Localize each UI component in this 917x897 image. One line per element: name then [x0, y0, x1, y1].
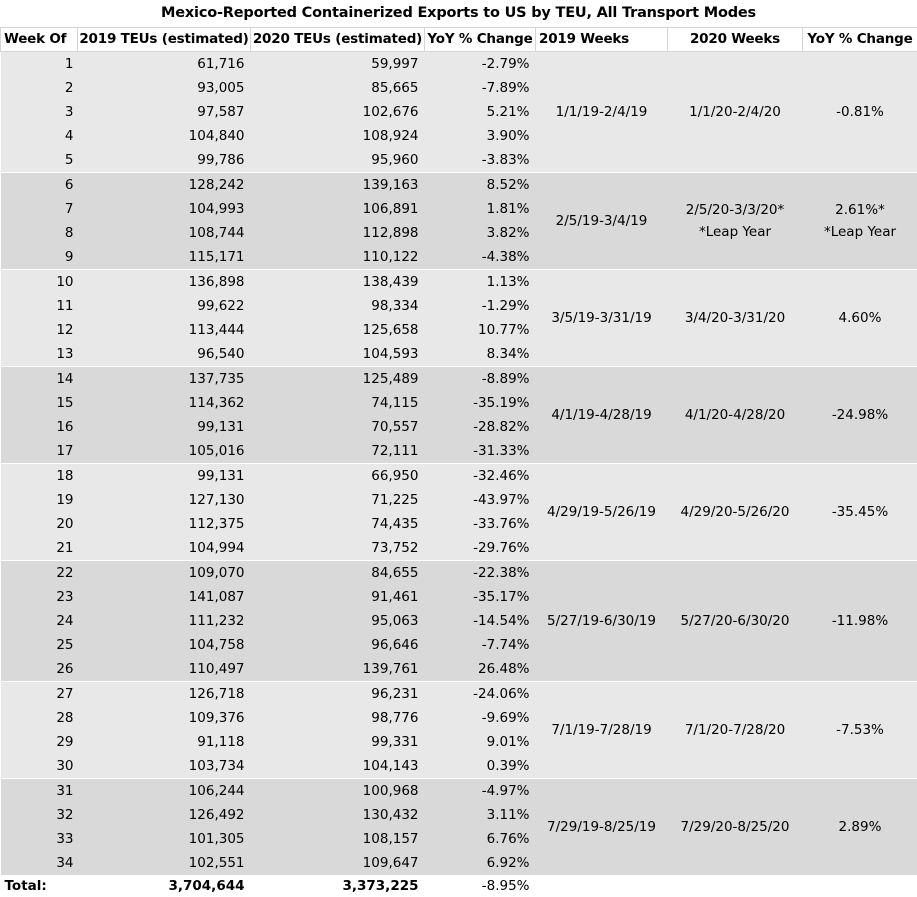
teu-2019-cell: 126,492: [78, 803, 251, 827]
teu-2020-cell: 66,950: [251, 464, 425, 489]
yoy-change-cell: 8.34%: [425, 342, 536, 367]
header-yoy-change: YoY % Change: [425, 28, 536, 52]
period-2020-weeks: [668, 270, 803, 367]
teu-2020-cell: 91,461: [251, 585, 425, 609]
period-yoy-change: [803, 367, 917, 464]
yoy-change-cell: 8.52%: [425, 173, 536, 198]
week-number-cell: 15: [1, 391, 78, 415]
period-2020-weeks: [668, 682, 803, 779]
header-2019-teus: 2019 TEUs (estimated): [78, 28, 251, 52]
teu-2020-cell: 96,231: [251, 682, 425, 707]
teu-2019-cell: 99,131: [78, 415, 251, 439]
teu-2020-cell: 139,163: [251, 173, 425, 198]
teu-2019-cell: 104,993: [78, 197, 251, 221]
teu-2020-cell: 98,334: [251, 294, 425, 318]
teu-2020-cell: 70,557: [251, 415, 425, 439]
leap-year-note: *Leap Year: [803, 221, 917, 243]
table-row: [1, 779, 917, 804]
period-yoy-value: -35.45%: [803, 501, 917, 523]
teu-2019-cell: 99,131: [78, 464, 251, 489]
teu-2019-cell: 114,362: [78, 391, 251, 415]
yoy-change-cell: 26.48%: [425, 657, 536, 682]
yoy-change-cell: -43.97%: [425, 488, 536, 512]
teu-2020-cell: 84,655: [251, 561, 425, 586]
period-2019-weeks: 7/1/19-7/28/19: [536, 682, 668, 779]
yoy-change-cell: -24.06%: [425, 682, 536, 707]
teu-2020-cell: 96,646: [251, 633, 425, 657]
yoy-change-cell: -31.33%: [425, 439, 536, 464]
period-yoy-value: 4.60%: [803, 307, 917, 329]
teu-2020-cell: 104,593: [251, 342, 425, 367]
teu-2020-cell: 71,225: [251, 488, 425, 512]
totals-2020-teus: 3,373,225: [251, 875, 425, 897]
yoy-change-cell: 1.81%: [425, 197, 536, 221]
period-yoy-change: [803, 561, 917, 682]
teu-2019-cell: 104,840: [78, 124, 251, 148]
week-number-cell: 18: [1, 464, 78, 489]
yoy-change-cell: -4.97%: [425, 779, 536, 804]
yoy-change-cell: 6.92%: [425, 851, 536, 875]
teu-2020-cell: 125,489: [251, 367, 425, 392]
leap-year-note: *Leap Year: [668, 221, 803, 243]
week-number-cell: 33: [1, 827, 78, 851]
yoy-change-cell: 9.01%: [425, 730, 536, 754]
week-number-cell: 10: [1, 270, 78, 295]
period-2020-weeks: [668, 464, 803, 561]
week-number-cell: 21: [1, 536, 78, 561]
totals-row: [1, 875, 917, 897]
week-number-cell: 19: [1, 488, 78, 512]
teu-2020-cell: 108,157: [251, 827, 425, 851]
yoy-change-cell: -14.54%: [425, 609, 536, 633]
totals-yoy-change: -8.95%: [425, 875, 536, 897]
header-2020-teus: 2020 TEUs (estimated): [251, 28, 425, 52]
yoy-change-cell: -22.38%: [425, 561, 536, 586]
yoy-change-cell: -29.76%: [425, 536, 536, 561]
period-2019-weeks: 1/1/19-2/4/19: [536, 52, 668, 173]
period-2019-weeks: 4/1/19-4/28/19: [536, 367, 668, 464]
period-yoy-value: -7.53%: [803, 719, 917, 741]
week-number-cell: 3: [1, 100, 78, 124]
teu-2020-cell: 112,898: [251, 221, 425, 245]
week-number-cell: 11: [1, 294, 78, 318]
week-number-cell: 27: [1, 682, 78, 707]
teu-2019-cell: 99,786: [78, 148, 251, 173]
teu-2020-cell: 102,676: [251, 100, 425, 124]
teu-2020-cell: 85,665: [251, 76, 425, 100]
yoy-change-cell: -9.69%: [425, 706, 536, 730]
table-row: [1, 464, 917, 489]
teu-2020-cell: 109,647: [251, 851, 425, 875]
period-2020-weeks: [668, 779, 803, 876]
teu-2019-cell: 141,087: [78, 585, 251, 609]
period-2020-weeks-label: 1/1/20-2/4/20: [668, 101, 803, 123]
week-number-cell: 17: [1, 439, 78, 464]
header-2020-weeks: 2020 Weeks: [668, 28, 803, 52]
teu-2019-cell: 104,994: [78, 536, 251, 561]
teu-2019-cell: 93,005: [78, 76, 251, 100]
teu-2020-cell: 72,111: [251, 439, 425, 464]
period-yoy-value: 2.61%*: [803, 199, 917, 221]
teu-2019-cell: 109,376: [78, 706, 251, 730]
period-2019-weeks: 4/29/19-5/26/19: [536, 464, 668, 561]
totals-2019-teus: 3,704,644: [78, 875, 251, 897]
teu-2020-cell: 139,761: [251, 657, 425, 682]
teu-2019-cell: 109,070: [78, 561, 251, 586]
teu-2020-cell: 104,143: [251, 754, 425, 779]
table-row: [1, 52, 917, 77]
teu-2019-cell: 112,375: [78, 512, 251, 536]
week-number-cell: 22: [1, 561, 78, 586]
week-number-cell: 31: [1, 779, 78, 804]
teu-2020-cell: 73,752: [251, 536, 425, 561]
totals-empty-cell: [803, 875, 917, 897]
teu-2019-cell: 128,242: [78, 173, 251, 198]
teu-2019-cell: 97,587: [78, 100, 251, 124]
table-row: [1, 682, 917, 707]
period-yoy-value: 2.89%: [803, 816, 917, 838]
header-period-yoy-change: YoY % Change: [803, 28, 917, 52]
period-2020-weeks-label: 4/29/20-5/26/20: [668, 501, 803, 523]
teu-2020-cell: 138,439: [251, 270, 425, 295]
week-number-cell: 1: [1, 52, 78, 77]
period-yoy-change: [803, 173, 917, 270]
yoy-change-cell: -4.38%: [425, 245, 536, 270]
period-yoy-change: [803, 682, 917, 779]
teu-2020-cell: 74,435: [251, 512, 425, 536]
period-2019-weeks: 7/29/19-8/25/19: [536, 779, 668, 876]
week-number-cell: 16: [1, 415, 78, 439]
teu-2019-cell: 110,497: [78, 657, 251, 682]
yoy-change-cell: 3.11%: [425, 803, 536, 827]
yoy-change-cell: -1.29%: [425, 294, 536, 318]
yoy-change-cell: 6.76%: [425, 827, 536, 851]
table-row: [1, 270, 917, 295]
yoy-change-cell: -8.89%: [425, 367, 536, 392]
period-2019-weeks: 5/27/19-6/30/19: [536, 561, 668, 682]
period-yoy-change: [803, 270, 917, 367]
week-number-cell: 6: [1, 173, 78, 198]
week-number-cell: 23: [1, 585, 78, 609]
period-yoy-change: [803, 464, 917, 561]
week-number-cell: 5: [1, 148, 78, 173]
table-body: [1, 52, 917, 876]
week-number-cell: 12: [1, 318, 78, 342]
week-number-cell: 30: [1, 754, 78, 779]
teu-2019-cell: 104,758: [78, 633, 251, 657]
period-2020-weeks-label: 4/1/20-4/28/20: [668, 404, 803, 426]
yoy-change-cell: -35.19%: [425, 391, 536, 415]
teu-2019-cell: 115,171: [78, 245, 251, 270]
period-2020-weeks-label: 7/29/20-8/25/20: [668, 816, 803, 838]
yoy-change-cell: -7.89%: [425, 76, 536, 100]
teu-2019-cell: 108,744: [78, 221, 251, 245]
week-number-cell: 24: [1, 609, 78, 633]
yoy-change-cell: 0.39%: [425, 754, 536, 779]
period-2020-weeks-label: 3/4/20-3/31/20: [668, 307, 803, 329]
yoy-change-cell: -7.74%: [425, 633, 536, 657]
teu-2019-cell: 91,118: [78, 730, 251, 754]
yoy-change-cell: 5.21%: [425, 100, 536, 124]
totals-label: Total:: [1, 875, 78, 897]
teu-2020-cell: 74,115: [251, 391, 425, 415]
teu-2020-cell: 99,331: [251, 730, 425, 754]
table-row: [1, 561, 917, 586]
yoy-change-cell: -2.79%: [425, 52, 536, 77]
teu-2019-cell: 99,622: [78, 294, 251, 318]
teu-2020-cell: 59,997: [251, 52, 425, 77]
week-number-cell: 2: [1, 76, 78, 100]
yoy-change-cell: 1.13%: [425, 270, 536, 295]
yoy-change-cell: -33.76%: [425, 512, 536, 536]
teu-2019-cell: 61,716: [78, 52, 251, 77]
period-yoy-change: [803, 779, 917, 876]
teu-2020-cell: 98,776: [251, 706, 425, 730]
week-number-cell: 4: [1, 124, 78, 148]
week-number-cell: 7: [1, 197, 78, 221]
teu-2019-cell: 96,540: [78, 342, 251, 367]
teu-2019-cell: 113,444: [78, 318, 251, 342]
totals-empty-cell: [668, 875, 803, 897]
table-row: [1, 173, 917, 198]
period-yoy-change: [803, 52, 917, 173]
period-2020-weeks: [668, 173, 803, 270]
teu-2020-cell: 100,968: [251, 779, 425, 804]
week-number-cell: 14: [1, 367, 78, 392]
week-number-cell: 13: [1, 342, 78, 367]
totals-empty-cell: [536, 875, 668, 897]
yoy-change-cell: -32.46%: [425, 464, 536, 489]
week-number-cell: 25: [1, 633, 78, 657]
header-2019-weeks: 2019 Weeks: [536, 28, 668, 52]
period-yoy-value: -0.81%: [803, 101, 917, 123]
week-number-cell: 8: [1, 221, 78, 245]
week-number-cell: 29: [1, 730, 78, 754]
period-2020-weeks: [668, 561, 803, 682]
teu-2019-cell: 136,898: [78, 270, 251, 295]
teu-2019-cell: 103,734: [78, 754, 251, 779]
week-number-cell: 9: [1, 245, 78, 270]
period-2020-weeks-label: 7/1/20-7/28/20: [668, 719, 803, 741]
week-number-cell: 20: [1, 512, 78, 536]
header-week-of: Week Of: [1, 28, 78, 52]
teu-2019-cell: 105,016: [78, 439, 251, 464]
table-title: Mexico-Reported Containerized Exports to US by TEU, All Transport Modes: [0, 0, 917, 27]
yoy-change-cell: 3.82%: [425, 221, 536, 245]
teu-2020-cell: 125,658: [251, 318, 425, 342]
yoy-change-cell: 10.77%: [425, 318, 536, 342]
teu-2020-cell: 108,924: [251, 124, 425, 148]
teu-2019-cell: 111,232: [78, 609, 251, 633]
teu-2020-cell: 95,063: [251, 609, 425, 633]
period-2019-weeks: 2/5/19-3/4/19: [536, 173, 668, 270]
week-number-cell: 28: [1, 706, 78, 730]
yoy-change-cell: -35.17%: [425, 585, 536, 609]
period-2020-weeks: [668, 52, 803, 173]
period-yoy-value: -11.98%: [803, 610, 917, 632]
teu-2020-cell: 95,960: [251, 148, 425, 173]
header-row: [1, 28, 917, 52]
yoy-change-cell: -3.83%: [425, 148, 536, 173]
period-2019-weeks: 3/5/19-3/31/19: [536, 270, 668, 367]
table-row: [1, 367, 917, 392]
teu-2019-cell: 126,718: [78, 682, 251, 707]
week-number-cell: 26: [1, 657, 78, 682]
week-number-cell: 34: [1, 851, 78, 875]
teu-table: [0, 27, 917, 897]
teu-2019-cell: 106,244: [78, 779, 251, 804]
teu-2020-cell: 110,122: [251, 245, 425, 270]
teu-2019-cell: 101,305: [78, 827, 251, 851]
yoy-change-cell: 3.90%: [425, 124, 536, 148]
period-2020-weeks: [668, 367, 803, 464]
teu-2019-cell: 127,130: [78, 488, 251, 512]
period-yoy-value: -24.98%: [803, 404, 917, 426]
period-2020-weeks-label: 5/27/20-6/30/20: [668, 610, 803, 632]
week-number-cell: 32: [1, 803, 78, 827]
teu-2019-cell: 102,551: [78, 851, 251, 875]
teu-2020-cell: 106,891: [251, 197, 425, 221]
yoy-change-cell: -28.82%: [425, 415, 536, 439]
teu-2020-cell: 130,432: [251, 803, 425, 827]
period-2020-weeks-label: 2/5/20-3/3/20*: [668, 199, 803, 221]
teu-2019-cell: 137,735: [78, 367, 251, 392]
